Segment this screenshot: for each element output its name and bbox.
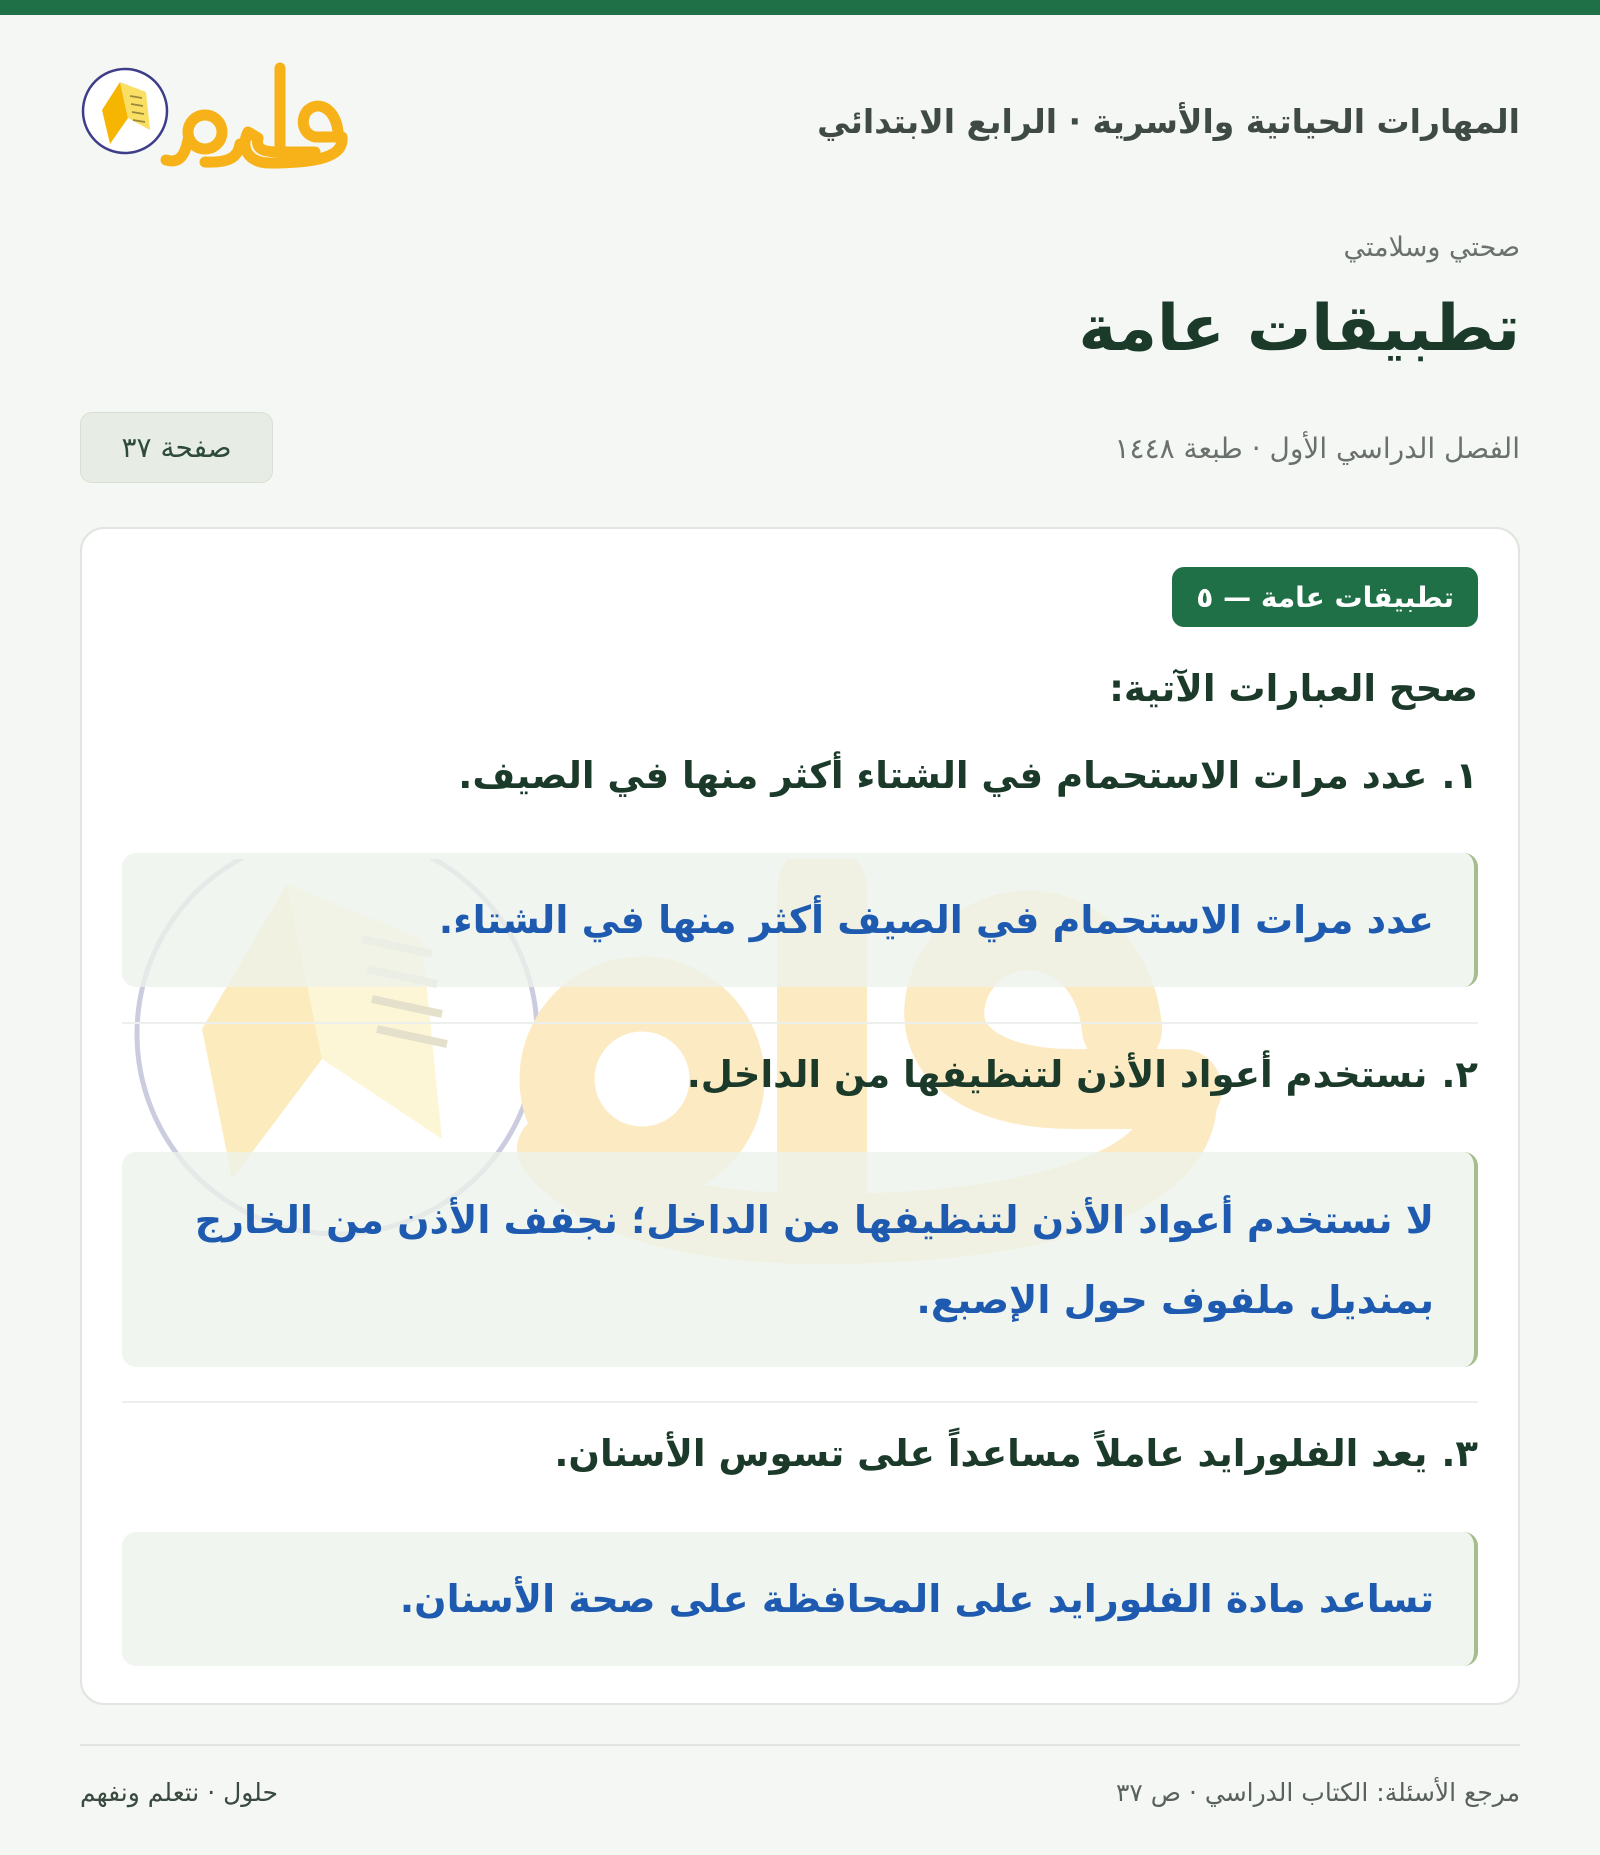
footer-divider [80,1744,1520,1746]
top-accent-bar [0,0,1600,15]
unit-label: صحتي وسلامتي [1343,232,1520,263]
page-number-badge: صفحة ٣٧ [80,412,273,483]
question-3 [554,1432,1478,1475]
answer-text: لا نستخدم أعواد الأذن لتنظيفها من الداخل؛ نجفف الأذن من الخارج بمنديل ملفوف حول الإصبع. [194,1197,1434,1322]
question-text: نستخدم أعواد الأذن لتنظيفها من الداخل. [686,1053,1428,1096]
question-number: ٢. [1441,1053,1478,1096]
instruction-text: صحح العبارات الآتية: [1109,667,1478,710]
section-chip: تطبيقات عامة — ٥ [1172,567,1478,627]
term-edition-label: الفصل الدراسي الأول · طبعة ١٤٤٨ [1114,432,1520,465]
answer-text: عدد مرات الاستحمام في الصيف أكثر منها في الشتاء. [438,898,1434,942]
footer-brand: حلول · نتعلم ونفهم [80,1778,278,1807]
subject-title: المهارات الحياتية والأسرية · الرابع الابتدائي [817,102,1520,141]
lesson-title: تطبيقات عامة [1078,292,1520,366]
exercise-card [80,527,1520,1705]
question-1 [458,754,1478,797]
divider [122,1022,1478,1024]
hulul-book-logo-icon[interactable] [80,60,360,195]
question-number: ٣. [1441,1432,1478,1475]
question-number: ١. [1441,754,1478,797]
divider [122,1401,1478,1403]
answer-box-1 [122,853,1478,987]
question-2 [687,1053,1478,1096]
answer-box-3 [122,1532,1478,1666]
question-text: عدد مرات الاستحمام في الشتاء أكثر منها في الصيف. [458,754,1428,797]
question-text: يعد الفلورايد عاملاً مساعداً على تسوس الأسنان. [554,1432,1428,1475]
page-header [80,60,1520,195]
answer-box-2 [122,1152,1478,1367]
answer-text: تساعد مادة الفلورايد على المحافظة على صحة الأسنان. [399,1577,1434,1621]
footer-reference: مرجع الأسئلة: الكتاب الدراسي · ص ٣٧ [1115,1778,1520,1807]
